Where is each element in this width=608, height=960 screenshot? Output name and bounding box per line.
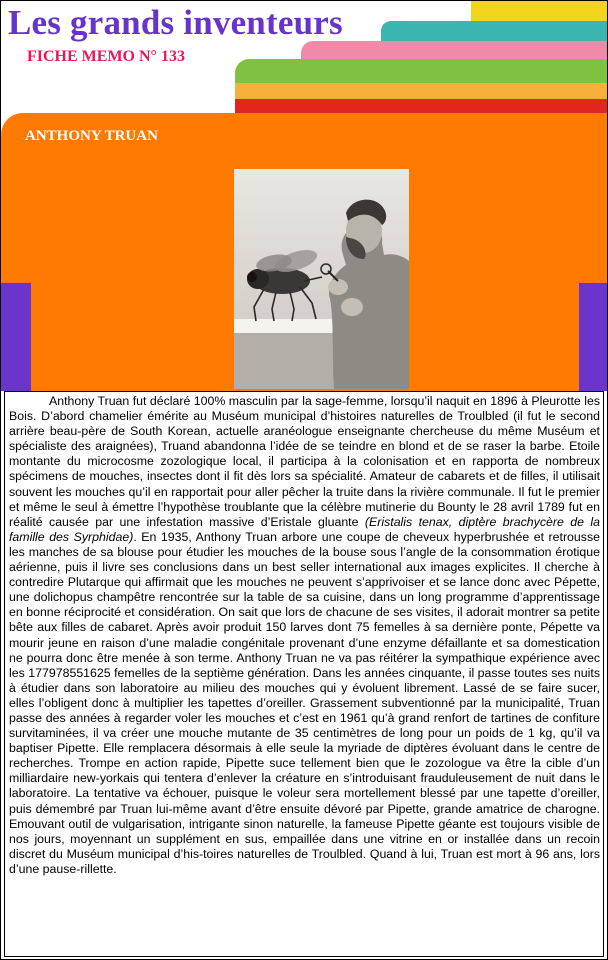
purple-bar-right xyxy=(579,283,607,391)
page-title: Les grands inventeurs xyxy=(8,3,343,42)
bio-part-5: . En 1935, Anthony Truan arbore une coupe de cheveux hyperbrushée et retrousse les manches de sa blouse pour étudier les mouches de la bouse sous l’angle de la consommation érotique aérienne, puis il livre ses conclusions dans un best seller international aux images explicites. Il cherche à contredire Plutarque qui affirmait que les mouches ne peuvent s’apprivoiser et se lance donc avec Pépette, une dolichopus champêtre rencontrée sur la table de sa cuisine, dans un long programme d’apprentissage en bonne réciprocité et considération. On sait que lors de chacune de ses visites, il adorait montrer sa petite bête aux filles de cabaret. Après avoir produit 150 larves dont 75 femelles à sa dernière ponte, Pépette va mourir jeune en raison d’une maladie congénitale provenant d’une enzyme défaillante et sa domestication ne pourra donc être menée à son terme. Anthony Truan ne va pas réitérer la sympathique expérience avec les 177978551625 femelles de la septième génération. Dans les années cinquante, il passe toutes ses nuits à étudier dans son laboratoire au milieu des mouches qui y évoluent librement. Lassé de se faire sucer, elles l’obligent donc à multiplier les tapettes d’oreiller. Grassement subventionné par la municipalité, Truan passe des années à regarder voler les mouches et c’est en 1961 qu’à grand renfort de tartines de confiture survitaminées, il va créer une mouche mutante de 35 centimètres de long pour un poids de 1 kg, qu’il va baptiser Pipette. Elle remplacera désormais à elle seule la myriade de diptères évoluant dans le centre de recherches. Trompe en action rapide, Pipette suce tellement bien que le zozologue va être la cible d’un milliardaire new-yorkais qui tentera d’enlever la créature en s’introduisant frauduleusement de nuit dans le laboratoire. La tentative va échouer, puisque le voleur sera mortellement blessé par une tapette d’oreiller, puis démembré par Truan lui-même avant d’être ensuite dévoré par Pipette, grande amatrice de charogne. Emouvant outil de vulgarisation, intrigante sinon naturelle, la fameuse Pipette géante est toujours visible de nos jours, moyennant un supplément en sus, empaillée dans une vitrine en or installée dans un recoin discret du Muséum municipal d’his-toires naturelles de Troulbled. Quand à lui, Truan est mort à 96 ans, lors d’une pause-rillette. xyxy=(9,529,600,876)
bio-part-2: (il fut le second arrière beau-père de South Korean, actuelle aranéologue enseignante chercheuse du même Muséum et spécialiste des araignées), xyxy=(9,409,600,454)
biography-box xyxy=(4,391,604,957)
bio-part-4: (Eristalis tenax, diptère brachycère de la famille des Syrphidae) xyxy=(9,514,600,544)
bio-part-3: Truand abandonna l’idée de se teindre en blond et de se raser la barbe. Etoile montante du microcosme zozologique local, il participa à la colonisation et en rapporta de nombreux spécimens de mouches, insectes dont il fit dès lors sa spécialité. Amateur de cabarets et de filles, il utilisait souvent les mouches qu’il en rapportait pour aller pêcher la truite dans la rivière communale. Il fut le premier et même le seul à émettre l’hypothèse troublante que la célèbre mutinerie du Bounty le 28 avril 1789 fut en réalité causée par une infestation massive d’Eristale gluante xyxy=(9,439,600,529)
memo-number: FICHE MEMO N° 133 xyxy=(27,48,185,65)
biography-text xyxy=(5,392,603,877)
inventor-name: ANTHONY TRUAN xyxy=(25,128,158,144)
bio-part-1: Anthony Truan fut déclaré 100% masculin par la sage-femme, lorsqu’il naquit en 1896 à Pleurotte les Bois. D’abord chamelier émérite au Muséum municipal d’histoires naturelles de Troulbled xyxy=(9,394,600,424)
purple-bar-left xyxy=(1,283,31,391)
inventor-photo xyxy=(234,169,409,389)
